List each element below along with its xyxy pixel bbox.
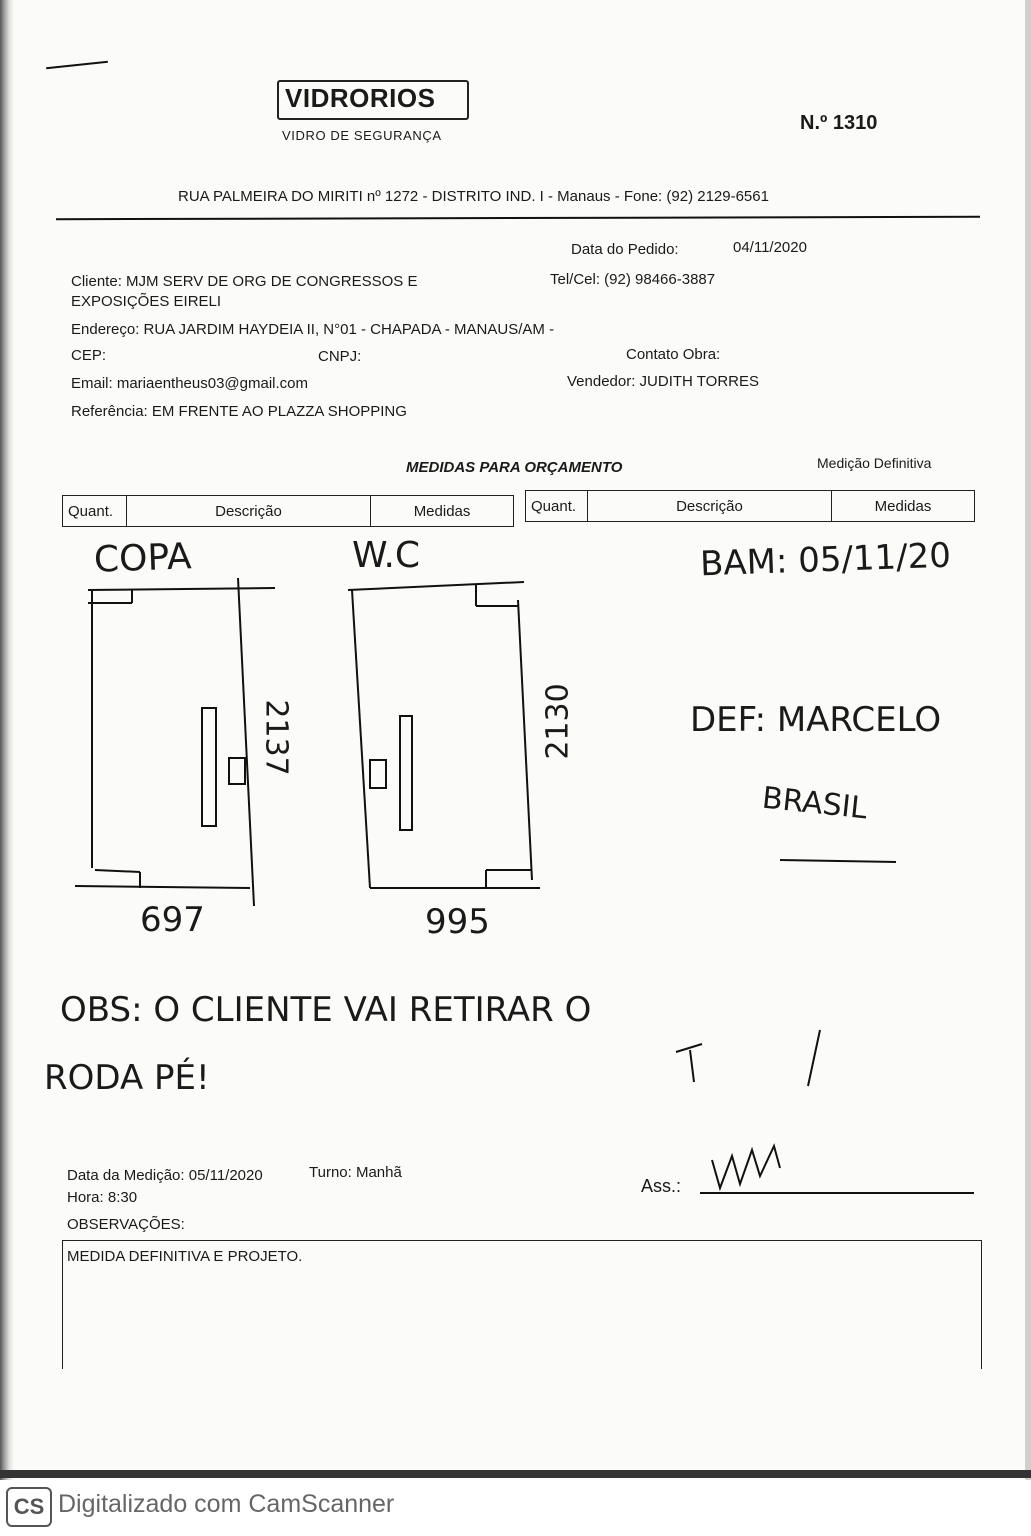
col-descricao: Descrição bbox=[587, 491, 831, 522]
client-name: Cliente: MJM SERV DE ORG DE CONGRESSOS E bbox=[71, 273, 418, 290]
handwritten-obs-line2: RODA PÉ! bbox=[44, 1058, 210, 1098]
handwritten-def-note-2: BRASIL bbox=[760, 780, 869, 827]
wc-width: 995 bbox=[425, 902, 490, 942]
observations-text: MEDIDA DEFINITIVA E PROJETO. bbox=[67, 1248, 303, 1265]
wc-sketch bbox=[348, 582, 540, 888]
measure-date: Data da Medição: 05/11/2020 bbox=[67, 1167, 263, 1184]
client-address: Endereço: RUA JARDIM HAYDEIA II, N°01 - CHAPADA - MANAUS/AM - bbox=[71, 321, 555, 338]
col-medidas: Medidas bbox=[371, 496, 514, 527]
observations-label: OBSERVAÇÕES: bbox=[67, 1216, 185, 1233]
section-title: MEDIDAS PARA ORÇAMENTO bbox=[406, 459, 623, 476]
signature-line bbox=[700, 1192, 974, 1194]
contact-label: Contato Obra: bbox=[626, 346, 721, 363]
camscanner-logo: CS bbox=[6, 1487, 52, 1527]
company-tagline: VIDRO DE SEGURANÇA bbox=[282, 128, 442, 143]
copa-width: 697 bbox=[140, 900, 205, 940]
reference: Referência: EM FRENTE AO PLAZZA SHOPPING bbox=[71, 403, 407, 420]
cep-label: CEP: bbox=[71, 347, 107, 364]
col-quant: Quant. bbox=[526, 491, 588, 522]
document-number: N.º 1310 bbox=[800, 112, 878, 134]
copa-height: 2137 bbox=[258, 699, 294, 776]
signature-scribble bbox=[712, 1146, 780, 1188]
wc-label: W.C bbox=[352, 535, 421, 576]
order-date-label: Data do Pedido: bbox=[571, 241, 679, 258]
handwritten-date-note: BAM: 05/11/20 bbox=[699, 535, 952, 585]
measure-hour: Hora: 8:30 bbox=[67, 1189, 138, 1206]
copa-label: COPA bbox=[93, 536, 193, 581]
col-quant: Quant. bbox=[63, 496, 127, 527]
client-email: Email: mariaentheus03@gmail.com bbox=[71, 375, 308, 392]
wc-height: 2130 bbox=[540, 683, 576, 760]
measurement-mode: Medição Definitiva bbox=[817, 455, 932, 471]
signature-label: Ass.: bbox=[641, 1176, 682, 1196]
order-date-value: 04/11/2020 bbox=[733, 239, 807, 256]
cnpj-label: CNPJ: bbox=[318, 348, 362, 365]
copa-sketch bbox=[75, 578, 275, 906]
company-logo: VIDRORIOS bbox=[285, 83, 436, 113]
company-address: RUA PALMEIRA DO MIRITI nº 1272 - DISTRITO IND. I - Manaus - Fone: (92) 2129-6561 bbox=[178, 188, 769, 205]
client-name-line2: EXPOSIÇÕES EIRELI bbox=[71, 293, 222, 310]
seller-name: Vendedor: JUDITH TORRES bbox=[567, 373, 760, 390]
scan-bottom-edge bbox=[0, 1470, 1031, 1478]
shift: Turno: Manhã bbox=[309, 1164, 402, 1181]
camscanner-text: Digitalizado com CamScanner bbox=[58, 1490, 395, 1518]
col-descricao: Descrição bbox=[126, 496, 370, 527]
col-medidas: Medidas bbox=[832, 491, 975, 522]
client-phone: Tel/Cel: (92) 98466-3887 bbox=[550, 271, 716, 288]
handwritten-def-note: DEF: MARCELO bbox=[690, 700, 942, 740]
handwritten-obs-line1: OBS: O CLIENTE VAI RETIRAR O bbox=[60, 990, 592, 1030]
